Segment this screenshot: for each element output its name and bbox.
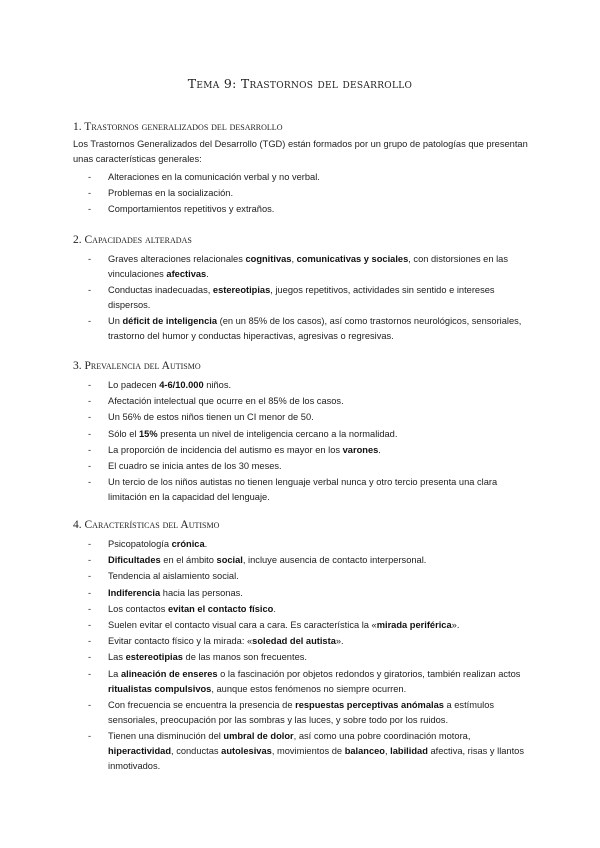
item-text: , juegos repetitivos, actividades sin sentido e intereses dispersos. xyxy=(108,285,495,311)
dash-bullet: - xyxy=(88,571,92,582)
dash-bullet: - xyxy=(88,730,92,741)
bold-text: estereotipias xyxy=(212,285,271,296)
item-text: La xyxy=(108,668,121,679)
list-item xyxy=(88,170,533,185)
section-heading: 2. Capacidades alteradas xyxy=(73,234,192,246)
item-text: Evitar contacto físico y la mirada: « xyxy=(108,636,253,647)
section-list xyxy=(88,170,533,219)
bold-text: soledad del autista xyxy=(252,636,336,647)
dash-bullet: - xyxy=(88,652,92,663)
dash-bullet: - xyxy=(88,668,92,679)
list-item xyxy=(88,427,533,442)
item-text: . xyxy=(273,603,276,614)
bold-text: labilidad xyxy=(390,745,428,756)
dash-bullet: - xyxy=(88,204,92,215)
dash-bullet: - xyxy=(88,460,92,471)
dash-bullet: - xyxy=(88,539,92,549)
list-item xyxy=(88,314,533,344)
dash-bullet: - xyxy=(88,396,92,407)
item-text: , xyxy=(291,254,297,264)
list-item xyxy=(88,553,533,568)
section-heading: 4. Características del Autismo xyxy=(73,519,220,531)
bold-text: ritualistas compulsivos xyxy=(108,683,212,694)
list-item xyxy=(88,394,533,409)
item-text: niños. xyxy=(203,380,232,390)
item-text: , así como una pobre coordinación motora, xyxy=(293,730,471,741)
dash-bullet: - xyxy=(88,254,92,264)
bold-text: crónica xyxy=(171,539,205,549)
dash-bullet: - xyxy=(88,412,92,423)
item-text: Graves alteraciones relacionales xyxy=(108,254,246,264)
list-item xyxy=(88,569,533,584)
list-item xyxy=(88,634,533,649)
item-text: Un 56% de estos niños tienen un CI menor de 50. xyxy=(108,412,314,423)
item-text: Afectación intelectual que ocurre en el 85% de los casos. xyxy=(108,396,344,407)
bold-text: hiperactividad xyxy=(108,745,172,756)
dash-bullet: - xyxy=(88,619,92,630)
bold-text: balanceo xyxy=(344,745,385,756)
item-text: El cuadro se inicia antes de los 30 meses. xyxy=(108,460,282,471)
bold-text: mirada periférica xyxy=(376,619,452,630)
bold-text: umbral de dolor xyxy=(223,730,294,741)
item-text: en el ámbito xyxy=(160,555,217,566)
section-heading: 1. Trastornos generalizados del desarrollo xyxy=(73,121,283,133)
bold-text: estereotipias xyxy=(125,652,183,663)
item-text: Lo padecen xyxy=(108,380,160,390)
dash-bullet: - xyxy=(88,699,92,710)
dash-bullet: - xyxy=(88,188,92,199)
list-item xyxy=(88,252,533,282)
item-text: Los contactos xyxy=(108,603,168,614)
item-text: afectiva, risas y llantos inmotivados. xyxy=(108,745,524,771)
dash-bullet: - xyxy=(88,587,92,598)
dash-bullet: - xyxy=(88,603,92,614)
bold-text: varones xyxy=(342,444,379,455)
list-item xyxy=(88,618,533,633)
item-text: , conductas xyxy=(171,745,222,756)
bold-text: respuestas perceptivas anómalas xyxy=(295,699,444,710)
list-item xyxy=(88,698,533,728)
page-title: Tema 9: Trastornos del desarrollo xyxy=(187,76,413,91)
dash-bullet: - xyxy=(88,285,92,296)
dash-bullet: - xyxy=(88,636,92,647)
bold-text: alineación de enseres xyxy=(120,668,218,679)
section-list xyxy=(88,378,533,506)
bold-text: comunicativas y sociales xyxy=(296,254,409,264)
item-text: ». xyxy=(335,636,344,647)
item-text: Comportamientos repetitivos y extraños. xyxy=(108,204,275,215)
list-item xyxy=(88,459,533,474)
list-item xyxy=(88,186,533,201)
list-item xyxy=(88,650,533,665)
item-text: La proporción de incidencia del autismo es mayor en los xyxy=(108,444,343,455)
dash-bullet: - xyxy=(88,172,92,182)
item-text: ». xyxy=(451,619,460,630)
dash-bullet: - xyxy=(88,380,92,390)
dash-bullet: - xyxy=(88,477,92,488)
bold-text: evitan el contacto físico xyxy=(167,603,274,614)
item-text: a estímulos sensoriales, preocupación por las sombras y las luces, y sobre todo por los ruidos. xyxy=(108,699,495,725)
item-text: Alteraciones en la comunicación verbal y no verbal. xyxy=(108,172,320,182)
item-text: (en un 85% de los casos), así como trastornos neurológicos, sensoriales, trastorno del humor y conductas hiperactivas, agresivas o regresivas. xyxy=(108,316,522,342)
list-item xyxy=(88,202,533,217)
item-text: , con distorsiones en las vinculaciones xyxy=(108,254,508,279)
bold-text: Dificultades xyxy=(108,555,161,566)
item-text: , movimientos de xyxy=(271,745,345,756)
item-text: Tienen una disminución del xyxy=(108,730,224,741)
bold-text: afectivas xyxy=(166,269,207,279)
dash-bullet: - xyxy=(88,444,92,455)
item-text: Un tercio de los niños autistas no tienen lenguaje verbal nunca y otro tercio presenta una clara limitación en la capacidad del lenguaje. xyxy=(108,477,498,503)
item-text: Un xyxy=(108,316,123,327)
list-item xyxy=(88,586,533,601)
dash-bullet: - xyxy=(88,428,92,439)
item-text: o la fascinación por objetos redondos y giratorios, también realizan actos xyxy=(217,668,521,679)
section-heading: 3. Prevalencia del Autismo xyxy=(73,360,201,372)
bold-text: 4-6/10.000 xyxy=(159,380,204,390)
item-text: Las xyxy=(108,652,126,663)
item-text: , incluye ausencia de contacto interpersonal. xyxy=(242,555,427,566)
item-text: hacia las personas. xyxy=(160,587,243,598)
list-item xyxy=(88,475,533,505)
bold-text: social xyxy=(216,555,243,566)
dash-bullet: - xyxy=(88,555,92,566)
item-text: . xyxy=(204,539,208,549)
item-text: , aunque estos fenómenos no siempre ocurren. xyxy=(211,683,407,694)
item-text: Tendencia al aislamiento social. xyxy=(108,571,239,582)
bold-text: cognitivas xyxy=(245,254,292,264)
dash-bullet: - xyxy=(88,316,92,327)
list-item xyxy=(88,283,533,313)
list-item xyxy=(88,378,533,393)
item-text: Con frecuencia se encuentra la presencia de xyxy=(108,699,296,710)
section-list xyxy=(88,252,533,346)
list-item xyxy=(88,729,533,774)
item-text: Suelen evitar el contacto visual cara a cara. Es característica la « xyxy=(108,619,377,630)
list-item xyxy=(88,602,533,617)
item-text: Sólo el xyxy=(108,428,140,439)
item-text: , xyxy=(385,745,391,756)
bold-text: autolesivas xyxy=(221,745,272,756)
item-text: . xyxy=(378,444,381,455)
list-item xyxy=(88,443,533,458)
item-text: presenta un nivel de inteligencia cercano a la normalidad. xyxy=(157,428,398,439)
item-text: de las manos son frecuentes. xyxy=(182,652,307,663)
section-list xyxy=(88,537,533,775)
list-item xyxy=(88,410,533,425)
bold-text: 15% xyxy=(139,428,158,439)
bold-text: Indiferencia xyxy=(108,587,161,598)
item-text: . xyxy=(206,269,209,279)
item-text: Conductas inadecuadas, xyxy=(108,285,213,296)
item-text: Problemas en la socialización. xyxy=(108,188,234,199)
item-text: Psicopatología xyxy=(108,539,172,549)
list-item xyxy=(88,667,533,697)
section-intro: Los Trastornos Generalizados del Desarrollo (TGD) están formados por un grupo de patologías que presentan unas características generales: xyxy=(73,139,528,164)
list-item xyxy=(88,537,533,552)
bold-text: déficit de inteligencia xyxy=(122,316,218,327)
